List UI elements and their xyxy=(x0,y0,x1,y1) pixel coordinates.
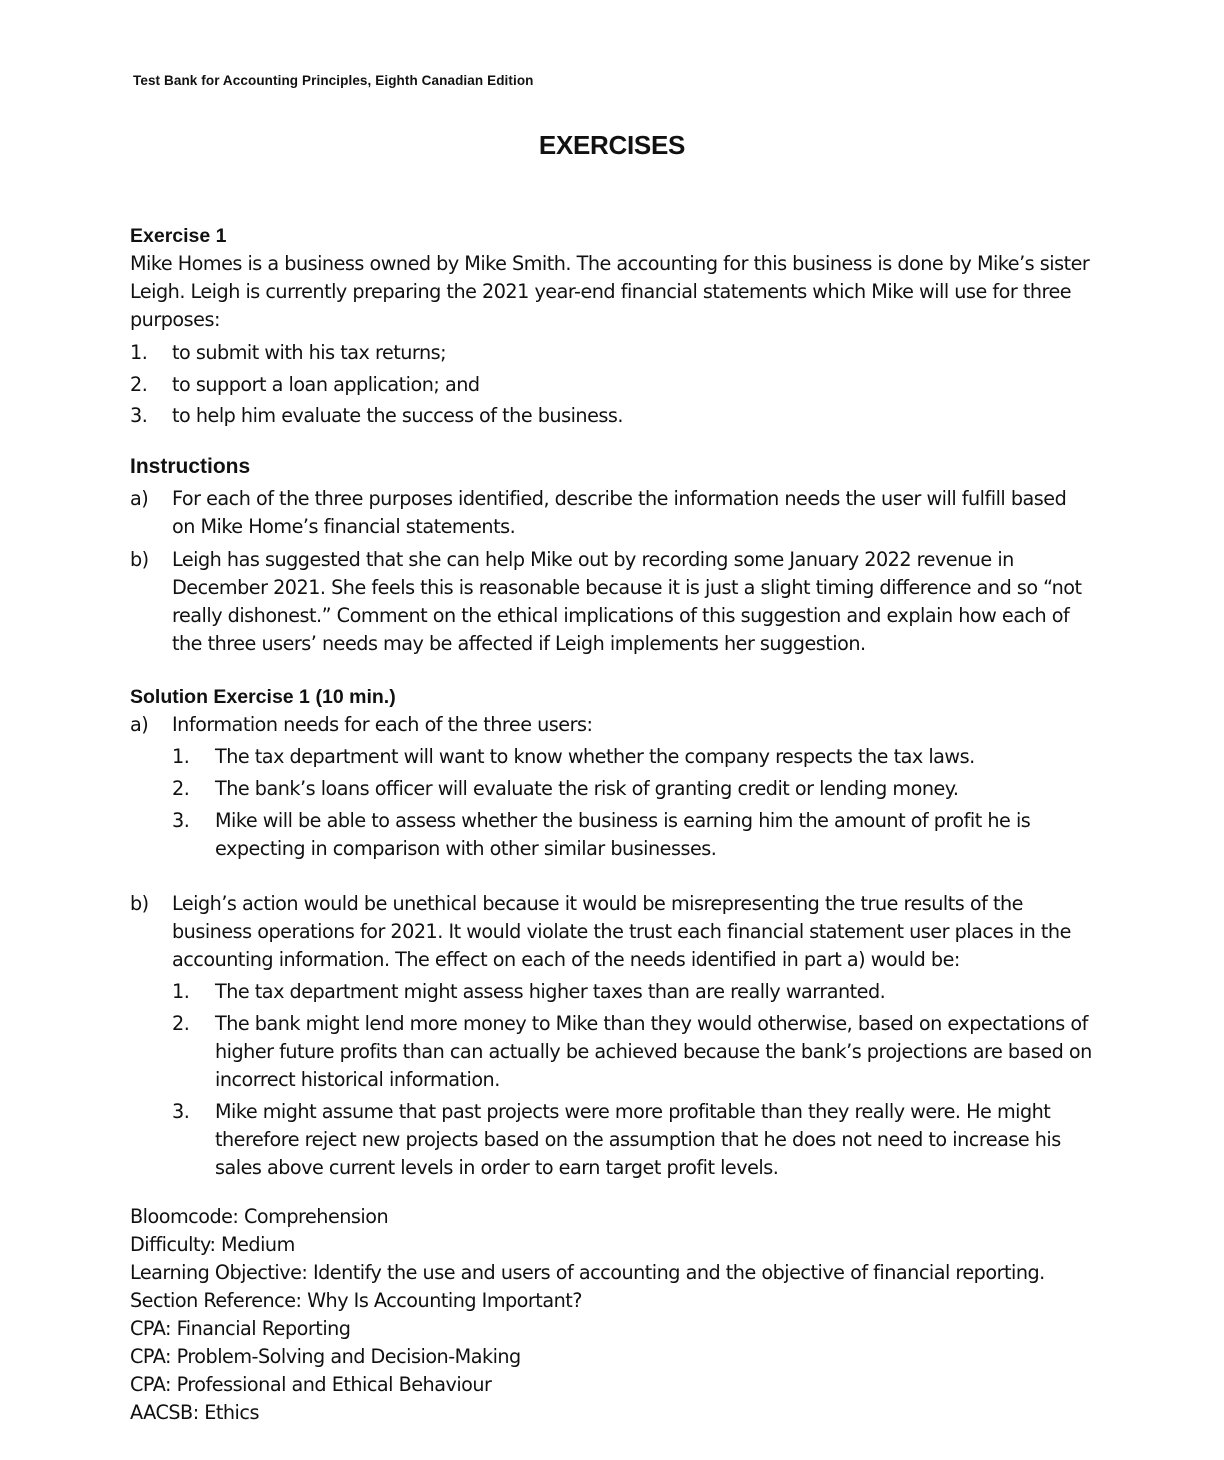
solution-sub-item xyxy=(172,775,1100,803)
running-header: Test Bank for Accounting Principles, Eighth Canadian Edition xyxy=(133,73,534,88)
metadata-line: CPA: Problem-Solving and Decision-Making xyxy=(130,1345,521,1368)
solution-sub-item xyxy=(172,807,1100,863)
sub-item-number: 3. xyxy=(172,1100,190,1123)
solution-line: business operations for 2021. It would violate the trust each financial statement user places in the xyxy=(172,920,1071,943)
purpose-number: 1. xyxy=(130,341,148,364)
instruction-line: For each of the three purposes identified, describe the information needs the user will fulfill based xyxy=(172,487,1067,510)
sub-item-line: The tax department will want to know whether the company respects the tax laws. xyxy=(215,745,975,768)
solution-line: Information needs for each of the three users: xyxy=(172,713,593,736)
instruction-item xyxy=(130,485,1100,541)
sub-item-number: 3. xyxy=(172,809,190,832)
exercise-intro-line: Mike Homes is a business owned by Mike Smith. The accounting for this business is done by Mike’s sister xyxy=(130,252,1090,275)
sub-item-line: higher future profits than can actually be achieved because the bank’s projections are based on xyxy=(215,1040,1092,1063)
purpose-text: to help him evaluate the success of the business. xyxy=(172,404,623,427)
exercise-heading: Exercise 1 xyxy=(130,225,227,247)
page-title: EXERCISES xyxy=(538,130,686,160)
instruction-line: Leigh has suggested that she can help Mike out by recording some January 2022 revenue in xyxy=(172,548,1014,571)
instruction-label: a) xyxy=(130,487,149,510)
instructions-heading: Instructions xyxy=(130,455,251,478)
metadata-line: CPA: Professional and Ethical Behaviour xyxy=(130,1373,492,1396)
metadata-line: CPA: Financial Reporting xyxy=(130,1317,351,1340)
exercise-intro-line: Leigh. Leigh is currently preparing the 2021 year-end financial statements which Mike will use for three xyxy=(130,280,1072,303)
sub-item-line: expecting in comparison with other similar businesses. xyxy=(215,837,717,860)
instruction-label: b) xyxy=(130,548,149,571)
sub-item-line: The tax department might assess higher taxes than are really warranted. xyxy=(215,980,886,1003)
sub-item-number: 1. xyxy=(172,745,190,768)
solution-heading-row xyxy=(130,683,1100,711)
purpose-item xyxy=(130,402,1100,430)
instruction-item xyxy=(130,546,1100,658)
solution-line: accounting information. The effect on each of the needs identified in part a) would be: xyxy=(172,948,960,971)
purpose-text: to support a loan application; and xyxy=(172,373,480,396)
sub-item-line: Mike might assume that past projects were more profitable than they really were. He might xyxy=(215,1100,1051,1123)
exercise-intro-line: purposes: xyxy=(130,308,220,331)
instruction-line: really dishonest.” Comment on the ethical implications of this suggestion and explain how each of xyxy=(172,604,1070,627)
solution-heading: Solution Exercise 1 xyxy=(130,686,310,708)
sub-item-line: sales above current levels in order to earn target profit levels. xyxy=(215,1156,779,1179)
instructions-section xyxy=(130,453,1100,658)
solution-time: (10 min.) xyxy=(315,686,396,708)
solution-sub-item xyxy=(172,1098,1100,1182)
solution-label: a) xyxy=(130,713,149,736)
sub-item-line: Mike will be able to assess whether the business is earning him the amount of profit he is xyxy=(215,809,1031,832)
metadata-line: Bloomcode: Comprehension xyxy=(130,1205,389,1228)
solution-sub-item xyxy=(172,1010,1100,1094)
sub-item-number: 2. xyxy=(172,1012,190,1035)
solution-part-a xyxy=(130,711,1100,863)
metadata-line: Difficulty: Medium xyxy=(130,1233,295,1256)
sub-item-line: The bank might lend more money to Mike than they would otherwise, based on expectations of xyxy=(215,1012,1088,1035)
solution-section xyxy=(130,683,1100,1182)
solution-part-b xyxy=(130,890,1100,1182)
instruction-line: December 2021. She feels this is reasonable because it is just a slight timing difference and so “not xyxy=(172,576,1082,599)
metadata-section xyxy=(130,1203,1100,1427)
purpose-number: 3. xyxy=(130,404,148,427)
sub-item-number: 2. xyxy=(172,777,190,800)
solution-sub-item xyxy=(172,978,1100,1006)
solution-line: Leigh’s action would be unethical because it would be misrepresenting the true results of the xyxy=(172,892,1023,915)
instruction-line: the three users’ needs may be affected if Leigh implements her suggestion. xyxy=(172,632,866,655)
purpose-item xyxy=(130,371,1100,399)
instruction-line: on Mike Home’s financial statements. xyxy=(172,515,516,538)
purpose-item xyxy=(130,339,1100,367)
metadata-line: Section Reference: Why Is Accounting Important? xyxy=(130,1289,582,1312)
purpose-number: 2. xyxy=(130,373,148,396)
sub-item-number: 1. xyxy=(172,980,190,1003)
purpose-text: to submit with his tax returns; xyxy=(172,341,447,364)
exercise-section xyxy=(130,222,1100,430)
sub-item-line: The bank’s loans officer will evaluate the risk of granting credit or lending money. xyxy=(215,777,959,800)
sub-item-line: incorrect historical information. xyxy=(215,1068,500,1091)
metadata-line: AACSB: Ethics xyxy=(130,1401,259,1424)
sub-item-line: therefore reject new projects based on the assumption that he does not need to increase his xyxy=(215,1128,1061,1151)
solution-label: b) xyxy=(130,892,149,915)
solution-sub-item xyxy=(172,743,1100,771)
metadata-line: Learning Objective: Identify the use and users of accounting and the objective of financial reporting. xyxy=(130,1261,1045,1284)
